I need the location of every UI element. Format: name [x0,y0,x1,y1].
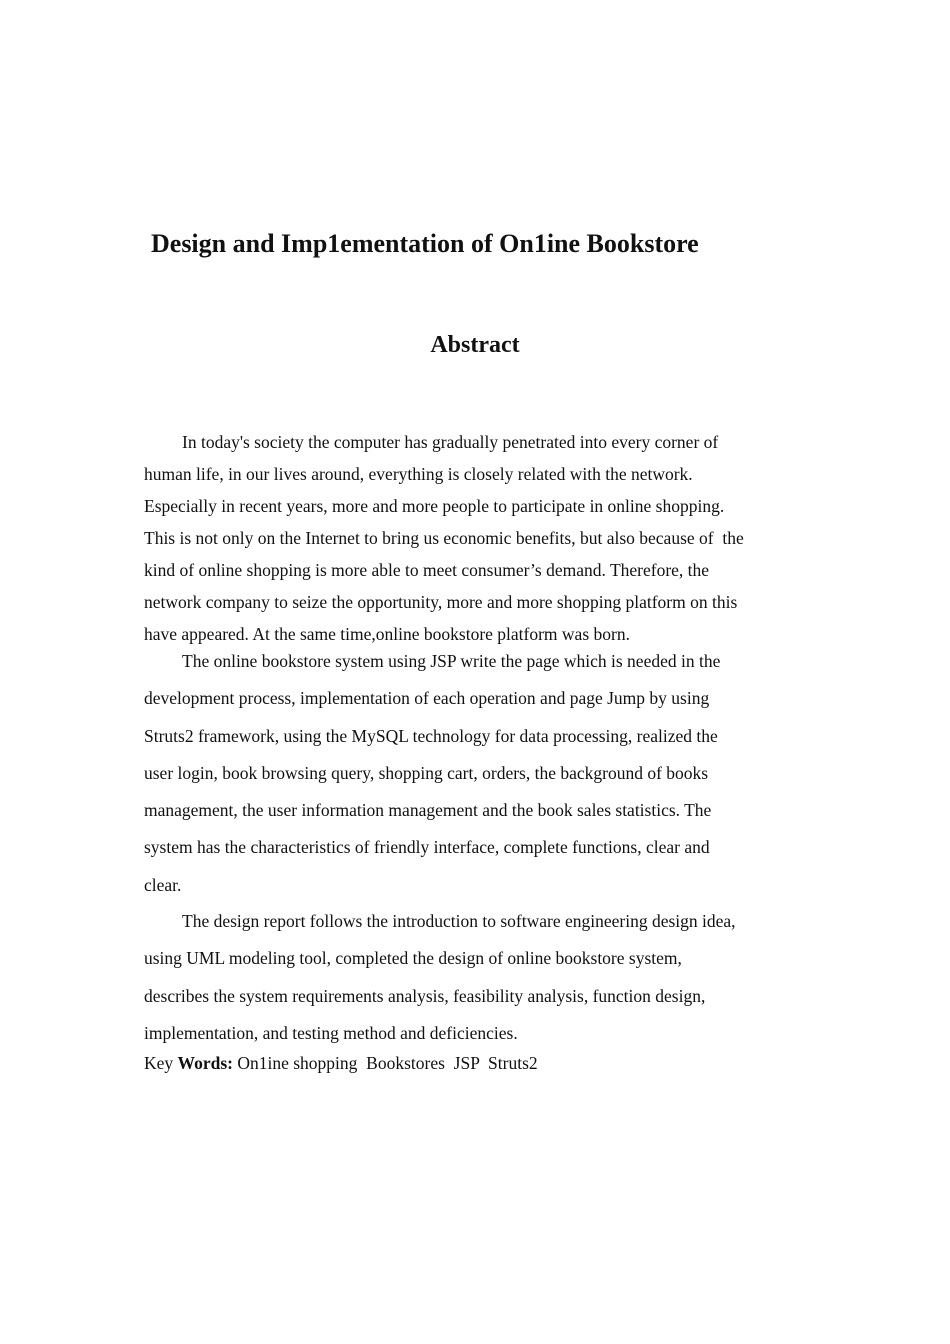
paragraph-line: using UML modeling tool, completed the design of online bookstore system, [144,948,682,969]
paragraph-line: management, the user information management and the book sales statistics. The [144,800,712,821]
paragraph-line: network company to seize the opportunity, more and more shopping platform on this [144,592,738,612]
paragraph-line: Struts2 framework, using the MySQL technology for data processing, realized the [144,725,718,746]
paragraph-line: implementation, and testing method and deficiencies. [144,1022,518,1043]
keywords-values: On1ine shopping Bookstores JSP Struts2 [232,1053,538,1073]
paragraph-line: Especially in recent years, more and more people to participate in online shopping. [144,496,725,516]
paragraph-line: In today's society the computer has gradually penetrated into every corner of [182,432,719,452]
paragraph-line: The online bookstore system using JSP write the page which is needed in the [182,651,721,671]
paragraph-line: This is not only on the Internet to bring us economic benefits, but also because of the [144,528,744,548]
document-title: Design and Imp1ementation of On1ine Bookstore [151,229,699,258]
paragraph-line: human life, in our lives around, everything is closely related with the network. [144,464,693,484]
paragraph-line: development process, implementation of each operation and page Jump by using [144,688,710,709]
paragraph-line: clear. [144,874,182,895]
keywords-line [144,1053,538,1074]
paragraph-line: user login, book browsing query, shopping cart, orders, the background of books [144,762,709,783]
abstract-paragraph-3 [144,903,814,1052]
keywords-label-bold: Words: [177,1053,233,1073]
paragraph-line: describes the system requirements analysis, feasibility analysis, function design, [144,985,706,1006]
paragraph-line: have appeared. At the same time,online bookstore platform was born. [144,624,630,644]
keywords-label-plain: Key [144,1053,178,1073]
paragraph-line: kind of online shopping is more able to meet consumer’s demand. Therefore, the [144,560,710,580]
abstract-paragraph-1 [144,426,814,650]
abstract-paragraph-2 [144,643,814,904]
abstract-heading: Abstract [430,332,520,358]
paragraph-line: system has the characteristics of friendly interface, complete functions, clear and [144,837,710,858]
paragraph-line: The design report follows the introduction to software engineering design idea, [182,911,736,931]
